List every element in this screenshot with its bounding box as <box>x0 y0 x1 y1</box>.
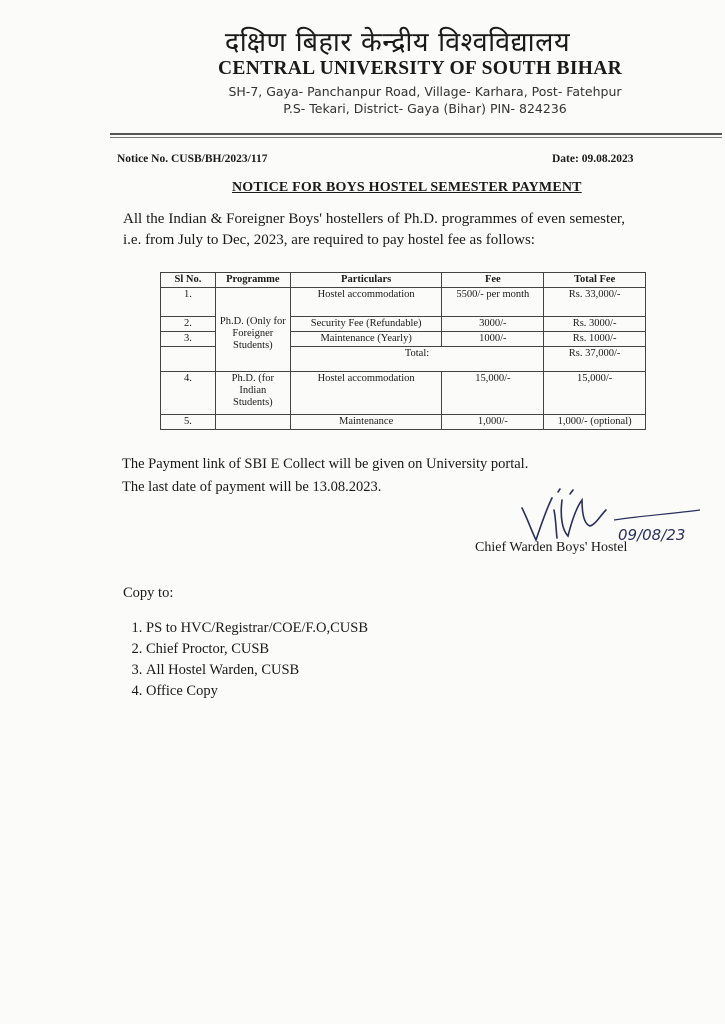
table-row <box>161 415 646 430</box>
cell-total: Rs. 3000/- <box>544 317 646 332</box>
list-item: 2. Chief Proctor, CUSB <box>146 639 368 660</box>
table-row <box>161 288 646 317</box>
payment-deadline-note: The last date of payment will be 13.08.2023. <box>122 479 382 495</box>
list-item: 4. Office Copy <box>146 681 368 702</box>
cell-fee: 1,000/- <box>442 415 544 430</box>
header-divider-thin <box>110 137 722 138</box>
cell-sl: 3. <box>161 332 216 347</box>
cell-programme-empty <box>215 415 290 430</box>
payment-link-note: The Payment link of SBI E Collect will be given on University portal. <box>122 456 529 472</box>
signature-date: 09/08/23 <box>618 526 686 544</box>
table-row <box>161 372 646 415</box>
cell-fee: 3000/- <box>442 317 544 332</box>
notice-date: Date: 09.08.2023 <box>552 153 634 165</box>
cell-total: 15,000/- <box>544 372 646 415</box>
cell-sl: 1. <box>161 288 216 317</box>
cell-sl-empty <box>161 347 216 372</box>
signatory-title: Chief Warden Boys' Hostel <box>475 540 628 555</box>
copy-list <box>124 618 368 702</box>
table-header-row <box>161 273 646 288</box>
cell-sl: 2. <box>161 317 216 332</box>
header-fee: Fee <box>442 273 544 288</box>
notice-number: Notice No. CUSB/BH/2023/117 <box>117 153 268 165</box>
cell-particulars: Maintenance (Yearly) <box>290 332 442 347</box>
cell-fee: 1000/- <box>442 332 544 347</box>
cell-particulars: Hostel accommodation <box>290 372 442 415</box>
address-line-1: SH-7, Gaya- Panchanpur Road, Village- Karhara, Post- Fatehpur <box>228 84 622 99</box>
cell-total-label: Total: <box>290 347 543 372</box>
cell-total: 1,000/- (optional) <box>544 415 646 430</box>
header-total-fee: Total Fee <box>544 273 646 288</box>
list-item: 3. All Hostel Warden, CUSB <box>146 660 368 681</box>
fee-table <box>160 272 646 430</box>
cell-fee: 15,000/- <box>442 372 544 415</box>
cell-sl: 5. <box>161 415 216 430</box>
notice-title: NOTICE FOR BOYS HOSTEL SEMESTER PAYMENT <box>232 180 582 195</box>
cell-programme-foreigner: Ph.D. (Only for Foreigner Students) <box>215 288 290 372</box>
cell-particulars: Hostel accommodation <box>290 288 442 317</box>
header-sl-no: Sl No. <box>161 273 216 288</box>
header-particulars: Particulars <box>290 273 442 288</box>
university-name-hindi: दक्षिण बिहार केन्द्रीय विश्वविद्यालय <box>224 27 571 58</box>
cell-particulars: Security Fee (Refundable) <box>290 317 442 332</box>
address-line-2: P.S- Tekari, District- Gaya (Bihar) PIN- 824236 <box>283 101 567 116</box>
cell-sl: 4. <box>161 372 216 415</box>
copy-to-label: Copy to: <box>123 585 174 601</box>
cell-total: Rs. 1000/- <box>544 332 646 347</box>
cell-fee: 5500/- per month <box>442 288 544 317</box>
cell-programme: Ph.D. (for Indian Students) <box>215 372 290 415</box>
header-divider <box>110 133 722 135</box>
university-name: CENTRAL UNIVERSITY OF SOUTH BIHAR <box>218 58 622 79</box>
list-item: 1. PS to HVC/Registrar/COE/F.O,CUSB <box>146 618 368 639</box>
notice-body: All the Indian & Foreigner Boys' hostellers of Ph.D. programmes of even semester, i.e. from July to Dec, 2023, are required to pay hostel fee as follows: <box>123 211 625 248</box>
cell-total: Rs. 37,000/- <box>544 347 646 372</box>
header-programme: Programme <box>215 273 290 288</box>
cell-total: Rs. 33,000/- <box>544 288 646 317</box>
cell-particulars: Maintenance <box>290 415 442 430</box>
